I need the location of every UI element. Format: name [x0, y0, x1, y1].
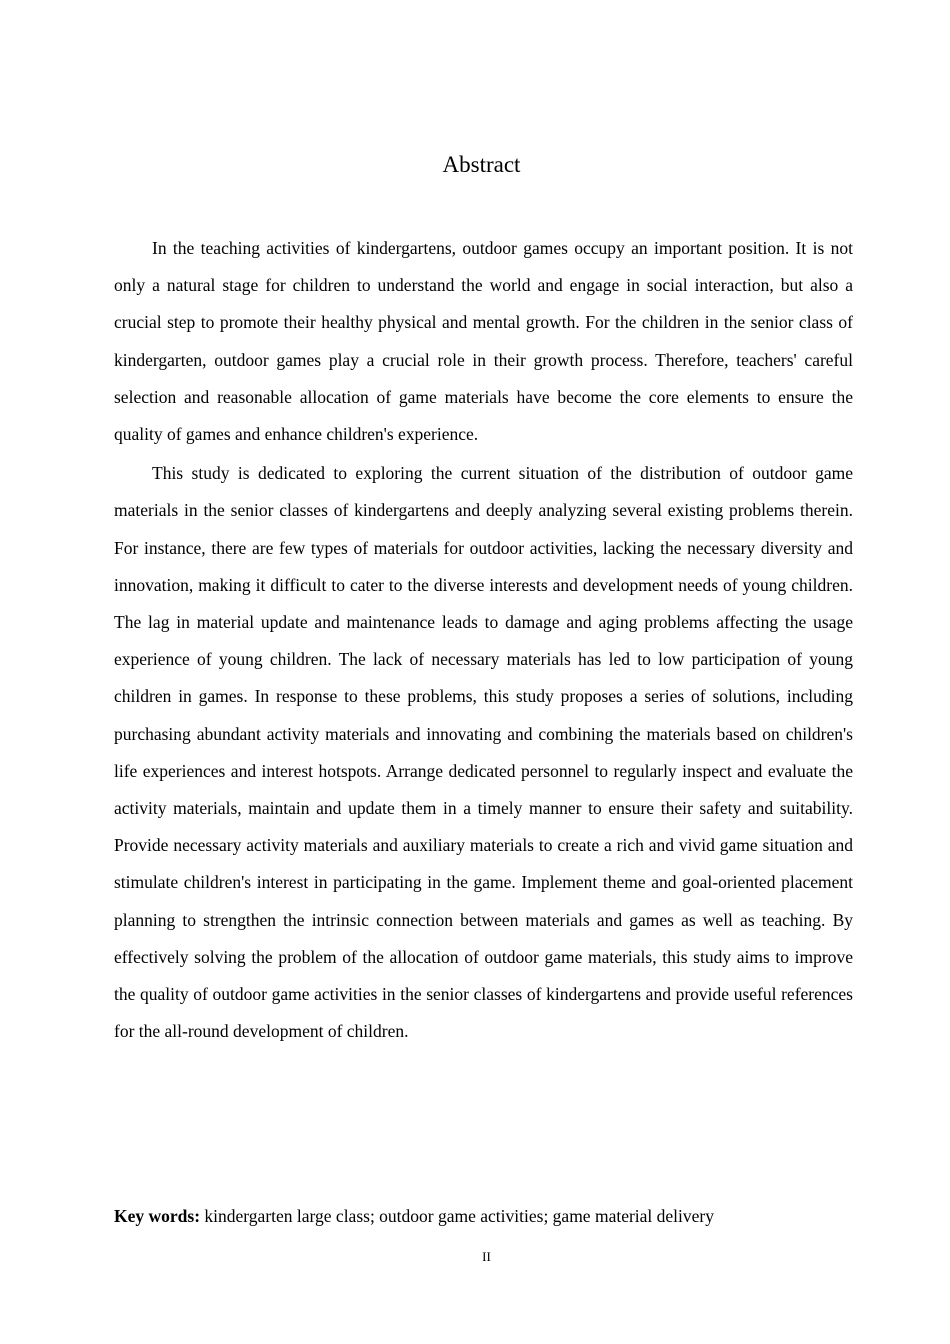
page-number: II	[482, 1249, 491, 1264]
keywords-text: kindergarten large class; outdoor game activities; game material delivery	[204, 1206, 714, 1226]
keywords-line	[114, 1200, 874, 1232]
page-title: Abstract	[442, 152, 521, 177]
abstract-body	[114, 230, 853, 1050]
abstract-paragraph: In the teaching activities of kindergartens, outdoor games occupy an important position. It is not only a natural stage for children to understand the world and engage in social interaction, but also a crucial step to promote their healthy physical and mental growth. For the children in the senior class of kindergarten, outdoor games play a crucial role in their growth process. Therefore, teachers' careful selection and reasonable allocation of game materials have become the core elements to ensure the quality of games and enhance children's experience.	[114, 238, 853, 445]
abstract-paragraph: This study is dedicated to exploring the current situation of the distribution of outdoor game materials in the senior classes of kindergartens and deeply analyzing several existing problems therein. For instance, there are few types of materials for outdoor activities, lacking the necessary diversity and innovation, making it difficult to cater to the diverse interests and development needs of young children. The lag in material update and maintenance leads to damage and aging problems affecting the usage experience of young children. The lack of necessary materials has led to low participation of young children in games. In response to these problems, this study proposes a series of solutions, including purchasing abundant activity materials and innovating and combining the materials based on children's life experiences and interest hotspots. Arrange dedicated personnel to regularly inspect and evaluate the activity materials, maintain and update them in a timely manner to ensure their safety and suitability. Provide necessary activity materials and auxiliary materials to create a rich and vivid game situation and stimulate children's interest in participating in the game. Implement theme and goal-oriented placement planning to strengthen the intrinsic connection between materials and games as well as teaching. By effectively solving the problem of the allocation of outdoor game materials, this study aims to improve the quality of outdoor game activities in the senior classes of kindergartens and provide useful references for the all-round development of children.	[114, 463, 853, 1042]
keywords-label: Key words:	[114, 1206, 201, 1226]
